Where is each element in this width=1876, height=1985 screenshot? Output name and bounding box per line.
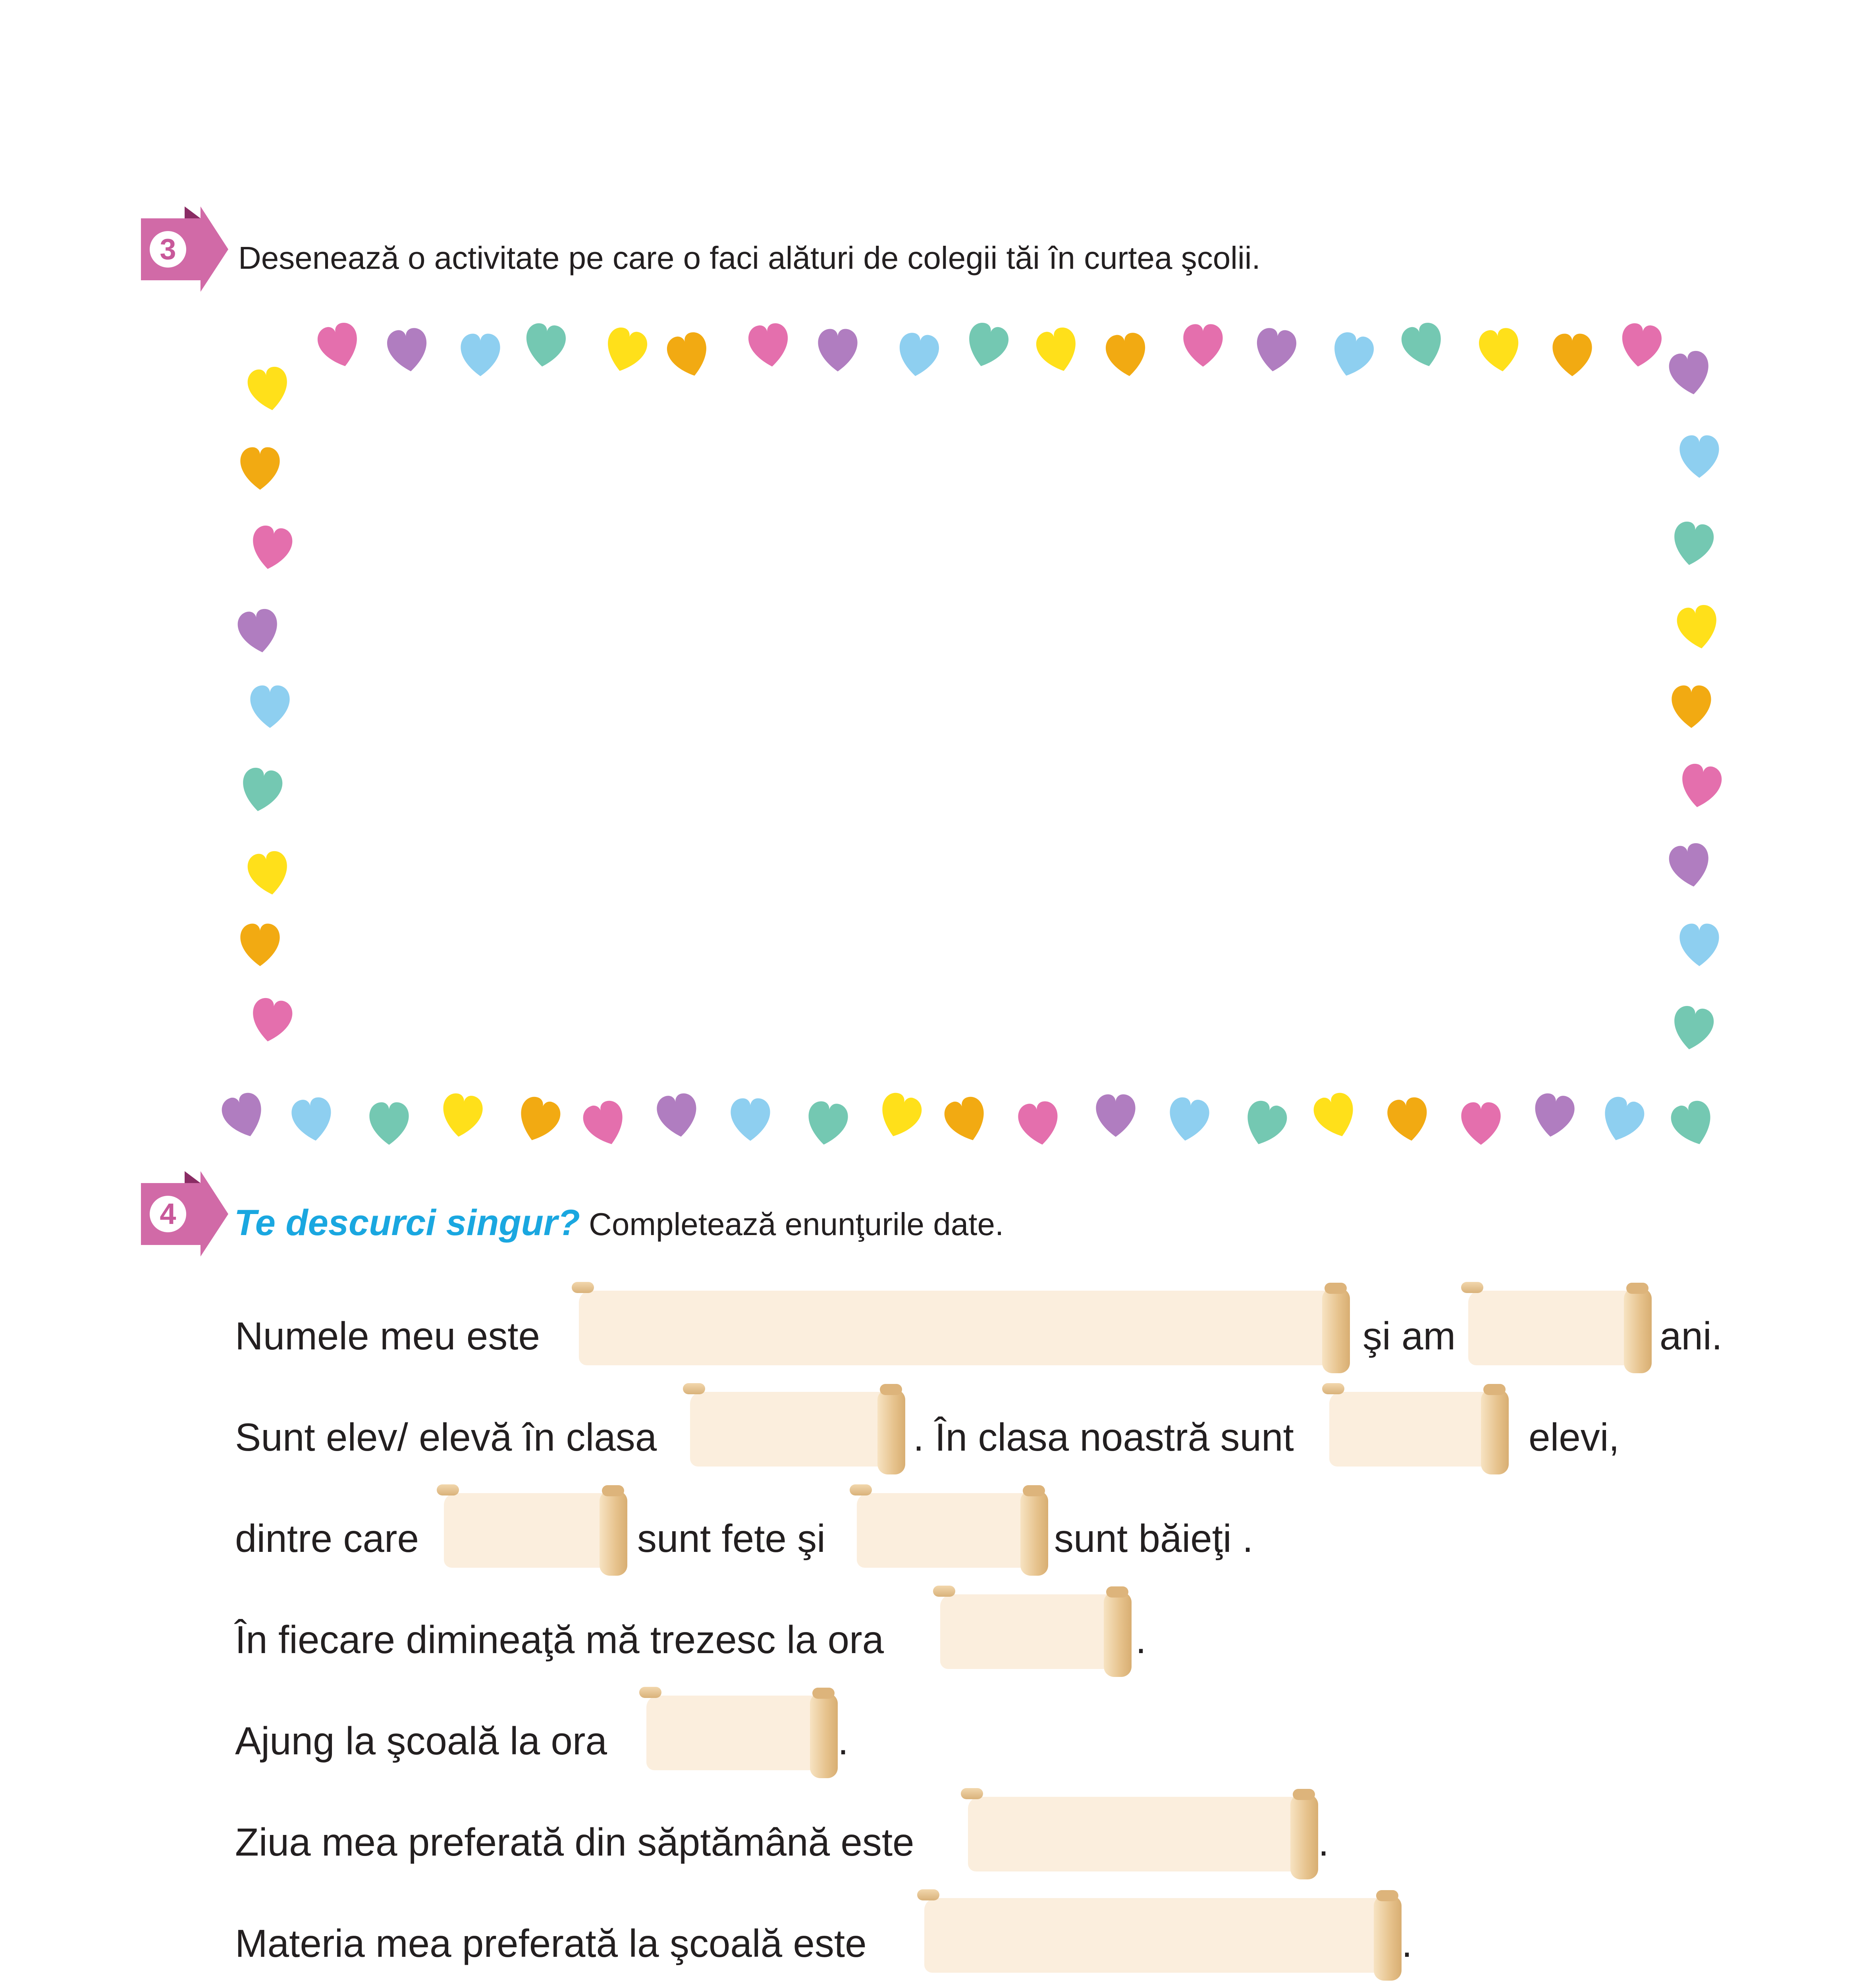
heart-icon [248, 524, 294, 572]
heart-icon [896, 331, 941, 379]
heart-icon [1033, 325, 1083, 376]
heart-icon [369, 1102, 409, 1145]
heart-icon [240, 924, 280, 966]
sentence-wake-up-part-b: . [1136, 1618, 1147, 1661]
sentence-favorite-day-part-b: . [1318, 1820, 1329, 1864]
sentence-class-part-b: . În clasa noastră sunt [913, 1415, 1294, 1459]
heart-icon [248, 996, 294, 1045]
exercise-number: 3 [150, 231, 186, 268]
heart-icon [1677, 762, 1724, 811]
heart-icon [1667, 349, 1713, 398]
heart-icon [1385, 1096, 1431, 1144]
sentence-arrive-part-a: Ajung la şcoală la ora [235, 1719, 607, 1763]
sentence-favorite-subject-part-b: . [1402, 1921, 1413, 1965]
heart-icon [655, 1092, 700, 1140]
sentence-name-part-c: ani. [1660, 1314, 1723, 1358]
heart-icon [1531, 1092, 1577, 1140]
heart-icon [1104, 331, 1149, 379]
heart-icon [245, 365, 291, 414]
heart-icon [1253, 326, 1298, 374]
heart-icon [1016, 1100, 1062, 1148]
blank-arrive-time[interactable] [639, 1685, 838, 1781]
sentence-girls-boys-part-b: sunt fete şi [637, 1517, 825, 1560]
exercise-number: 4 [150, 1196, 186, 1232]
heart-icon [461, 334, 500, 376]
heart-icon [1327, 330, 1377, 381]
blank-favorite-day[interactable] [961, 1786, 1318, 1882]
heart-icon [818, 329, 857, 372]
heart-icon [1166, 1096, 1211, 1144]
heart-icon [1096, 1095, 1135, 1137]
heart-icon [941, 1094, 991, 1147]
heart-icon [874, 1090, 925, 1143]
heart-icon [1183, 324, 1222, 367]
blank-class[interactable] [683, 1382, 905, 1477]
exercise-4-title: Te descurci singur? [234, 1203, 580, 1243]
heart-icon [238, 766, 284, 815]
heart-icon [439, 1092, 485, 1140]
sentence-wake-up-part-a: În fiecare dimineaţă mă trezesc la ora [235, 1618, 884, 1661]
heart-icon [601, 325, 650, 376]
heart-icon [1679, 924, 1719, 966]
blank-girls-count[interactable] [437, 1483, 627, 1578]
heart-icon [250, 686, 289, 728]
exercise-4-heading [234, 1203, 1004, 1244]
heart-icon [386, 326, 430, 374]
heart-icon [1675, 603, 1721, 652]
heart-icon [1618, 322, 1663, 369]
heart-icon [1672, 686, 1711, 728]
heart-icon [747, 322, 792, 369]
blank-age[interactable] [1461, 1280, 1652, 1376]
heart-icon [1668, 1098, 1718, 1151]
heart-icon [1670, 520, 1716, 569]
heart-icon [580, 1098, 630, 1151]
heart-icon [1670, 1004, 1716, 1053]
heart-icon [1597, 1094, 1647, 1147]
sentence-favorite-subject-part-a: Materia mea preferată la şcoală este [235, 1921, 867, 1965]
blank-boys-count[interactable] [850, 1483, 1048, 1578]
sentence-class-part-c: elevi, [1529, 1415, 1620, 1459]
heart-icon [1240, 1098, 1290, 1151]
heart-icon [1461, 1102, 1500, 1145]
heart-icon [1679, 436, 1719, 478]
blank-favorite-subject[interactable] [917, 1888, 1402, 1983]
heart-icon [218, 1090, 269, 1143]
blank-wake-up-time[interactable] [933, 1584, 1132, 1679]
exercise-4-badge [141, 1171, 228, 1262]
heart-icon [235, 607, 281, 656]
blank-students-count[interactable] [1322, 1382, 1509, 1477]
heart-icon [962, 320, 1012, 372]
sentence-arrive-part-b: . [838, 1719, 849, 1763]
heart-icon [1398, 320, 1448, 372]
heart-icon [664, 330, 713, 381]
heart-icon [1477, 326, 1522, 374]
heart-icon [314, 320, 364, 372]
heart-icon [240, 447, 280, 490]
sentence-girls-boys-part-c: sunt băieţi . [1054, 1517, 1253, 1560]
exercise-4-instruction: Completează enunţurile date. [589, 1206, 1004, 1242]
heart-icon [289, 1096, 335, 1144]
exercise-3-instruction: Desenează o activitate pe care o faci alături de colegii tăi în curtea şcolii. [238, 240, 1261, 276]
sentence-favorite-day-part-a: Ziua mea preferată din săptămână este [235, 1820, 914, 1864]
heart-icon [523, 322, 567, 369]
sentence-name-part-a: Numele meu este [235, 1314, 540, 1358]
heart-icon [1667, 841, 1713, 890]
heart-icon [1310, 1090, 1361, 1143]
sentence-class-part-a: Sunt elev/ elevă în clasa [235, 1415, 657, 1459]
heart-icon [513, 1094, 563, 1147]
heart-icon [804, 1100, 850, 1148]
sentence-girls-boys-part-a: dintre care [235, 1517, 419, 1560]
sentence-name-part-b: şi am [1363, 1314, 1456, 1358]
heart-icon [1552, 334, 1592, 376]
heart-icon [731, 1098, 770, 1141]
blank-name[interactable] [572, 1280, 1350, 1376]
heart-icon [245, 849, 291, 898]
